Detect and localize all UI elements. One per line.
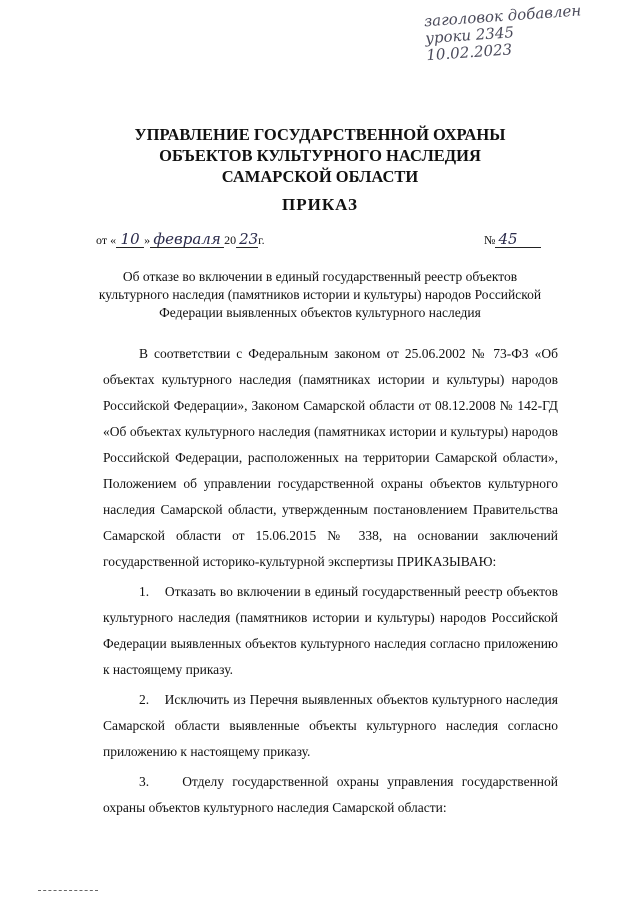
subject-line: Об отказе во включении в единый государственный реестр объектов [122,269,518,284]
order-item-3: 3. Отделу государственной охраны управления государственной охраны объектов культурного наследия Самарской области: [103,774,558,815]
year-prefix: 20 [224,233,237,247]
date-mid: » [144,233,151,247]
date-month: февраля [150,231,224,248]
org-name-line: ОБЪЕКТОВ КУЛЬТУРНОГО НАСЛЕДИЯ [159,146,481,165]
org-name-line: САМАРСКОЙ ОБЛАСТИ [221,167,419,186]
handwritten-line: заголовок добавлен [423,1,582,31]
order-item-2: 2. Исключить из Перечня выявленных объектов культурного наследия Самарской области выявленные объекты культурного наследия согласно приложению к настоящему приказу. [103,692,558,759]
subject-line: культурного наследия (памятников истории и культуры) народов Российской [98,287,542,302]
organization-header [100,124,540,187]
document-type-title: ПРИКАЗ [282,195,358,214]
date-prefix: от « [96,233,117,247]
order-subject [86,268,554,322]
handwritten-line: уроки 2345 [424,23,515,48]
date-suffix: г. [258,233,265,247]
handwritten-registration-note [423,0,636,64]
subject-line: Федерации выявленных объектов культурного наследия [159,305,481,320]
order-body [103,341,558,821]
preamble-paragraph: В соответствии с Федеральным законом от 25.06.2002 № 73-ФЗ «Об объектах культурного наследия (памятниках истории и культуры) народов Российской Федерации», Законом Самарской области от 08.12.2008 № 142-ГД «Об объектах культурного наследия (памятниках истории и культуры) народов Российской Федерации, расположенных на территории Самарской области», Положением об управлении государственной охраны объектов культурного наследия Самарской области, утвержденным постановлением Правительства Самарской области от 15.06.2015 № 338, на основании заключений государственной историко-культурной экспертизы ПРИКАЗЫВАЮ: [103,346,558,569]
date-year: 23 [236,231,258,248]
order-number [484,231,541,248]
order-item-1: 1. Отказать во включении в единый государственный реестр объектов культурного наследия (памятников истории и культуры) народов Российской Федерации выявленных объектов культурного наследия согласно приложению к настоящему приказу. [103,584,558,677]
footnote-divider [38,890,98,891]
date-day: 10 [116,231,144,248]
handwritten-line: 10.02.2023 [425,40,513,65]
number-label: № [484,233,496,247]
order-date [96,231,265,248]
org-name-line: УПРАВЛЕНИЕ ГОСУДАРСТВЕННОЙ ОХРАНЫ [134,125,506,144]
number-value: 45 [495,231,541,248]
